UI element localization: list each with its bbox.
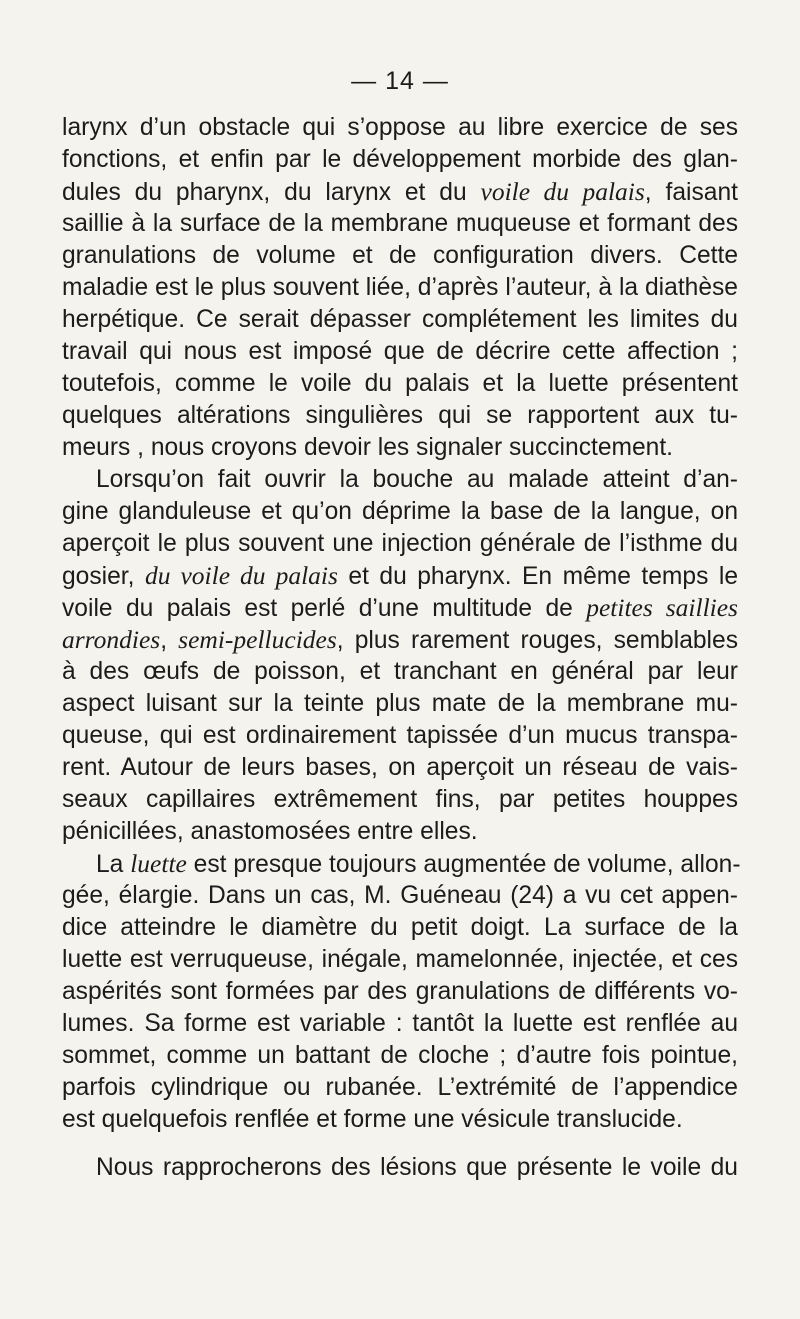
text-line: dules du pharynx, du larynx et du voile du palais, faisant xyxy=(62,177,738,206)
text-line: sommet, comme un battant de cloche ; d’autre fois pointue, xyxy=(62,1042,738,1069)
text-line: voile du palais est perlé d’une multitude de petites saillies xyxy=(62,593,738,622)
italic-term: semi-pellucides xyxy=(178,625,337,654)
text-line: aperçoit le plus souvent une injection générale de l’isthme du xyxy=(62,530,738,557)
text-line: saillie à la surface de la membrane muqueuse et formant des xyxy=(62,210,738,237)
text-line: aspérités sont formées par des granulations de différents vo- xyxy=(62,978,738,1005)
text-line: arrondies, semi-pellucides, plus rarement rouges, semblables xyxy=(62,625,738,654)
italic-term: luette xyxy=(130,849,187,878)
text-line: Lorsqu’on fait ouvrir la bouche au malade atteint d’an- xyxy=(96,466,738,493)
page-number: — 14 — xyxy=(351,67,449,95)
text-line: travail qui nous est imposé que de décrire cette affection ; xyxy=(62,338,738,365)
text-line: quelques altérations singulières qui se rapportent aux tu- xyxy=(62,402,738,429)
text-line: larynx d’un obstacle qui s’oppose au libre exercice de ses xyxy=(62,114,738,141)
text-line: lumes. Sa forme est variable : tantôt la luette est renflée au xyxy=(62,1010,738,1037)
text-line: fonctions, et enfin par le développement morbide des glan- xyxy=(62,146,738,173)
italic-term: voile du palais xyxy=(480,177,645,206)
text-line: gine glanduleuse et qu’on déprime la base de la langue, on xyxy=(62,498,738,525)
text-line: meurs , nous croyons devoir les signaler succinctement. xyxy=(62,434,674,461)
text-line: Nous rapprocherons des lésions que présente le voile du xyxy=(96,1154,738,1181)
text-line: seaux capillaires extrêmement fins, par petites houppes xyxy=(62,786,738,813)
text-line: toutefois, comme le voile du palais et la luette présentent xyxy=(62,370,738,397)
text-line: à des œufs de poisson, et tranchant en général par leur xyxy=(62,658,738,685)
text-line: pénicillées, anastomosées entre elles. xyxy=(62,818,478,845)
italic-term: arrondies xyxy=(62,625,161,654)
text-line: herpétique. Ce serait dépasser complétement les limites du xyxy=(62,306,738,333)
italic-term: petites saillies xyxy=(586,593,738,622)
text-line: luette est verruqueuse, inégale, mamelonnée, injectée, et ces xyxy=(62,946,738,973)
text-line: rent. Autour de leurs bases, on aperçoit un réseau de vais- xyxy=(62,754,738,781)
text-line: La luette est presque toujours augmentée de volume, allon- xyxy=(96,849,741,878)
text-line: gosier, du voile du palais et du pharynx. En même temps le xyxy=(62,561,738,590)
text-line: parfois cylindrique ou rubanée. L’extrémité de l’appendice xyxy=(62,1074,738,1101)
text-line: queuse, qui est ordinairement tapissée d’un mucus transpa- xyxy=(62,722,738,749)
text-line: est quelquefois renflée et forme une vésicule translucide. xyxy=(62,1106,683,1133)
text-line: aspect luisant sur la teinte plus mate de la membrane mu- xyxy=(62,690,738,717)
italic-term: du voile du palais xyxy=(144,561,338,590)
text-line: dice atteindre le diamètre du petit doigt. La surface de la xyxy=(62,914,738,941)
text-line: granulations de volume et de configuration divers. Cette xyxy=(62,242,738,269)
text-line: maladie est le plus souvent liée, d’après l’auteur, à la diathèse xyxy=(62,274,738,301)
text-line: gée, élargie. Dans un cas, M. Guéneau (24) a vu cet appen- xyxy=(62,882,738,909)
